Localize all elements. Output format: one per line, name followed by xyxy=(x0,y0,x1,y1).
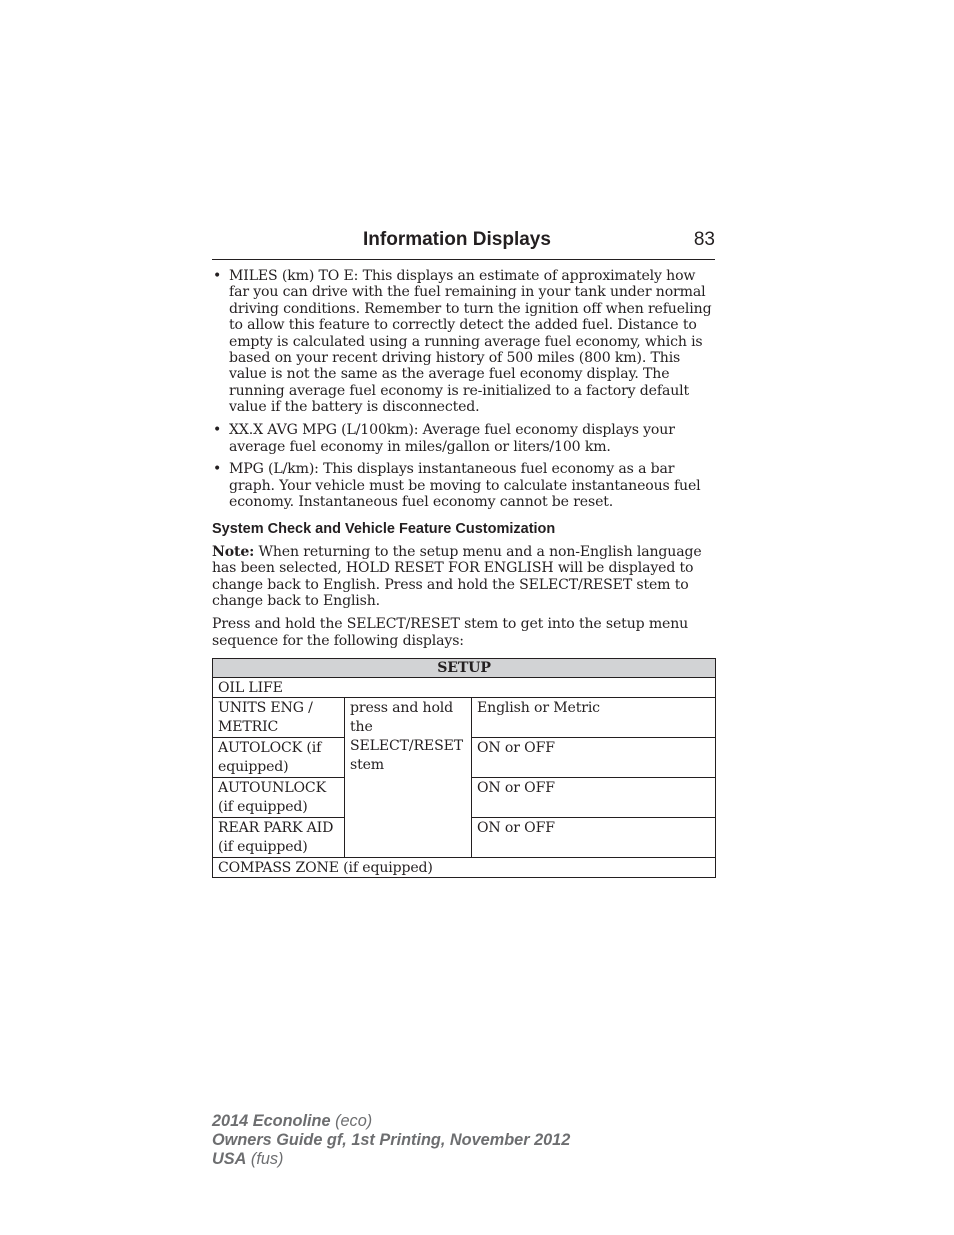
section-heading: System Check and Vehicle Feature Customization xyxy=(212,520,556,537)
list-item xyxy=(212,268,717,416)
table-header: SETUP xyxy=(213,659,716,678)
footer-model-code: (eco) xyxy=(330,1112,373,1130)
footer-line xyxy=(212,1150,570,1169)
note-paragraph xyxy=(212,544,717,610)
note-text: When returning to the setup menu and a non-English language has been selected, HOLD RESET FOR ENGLISH will be displayed to change back to English. Press and hold the SELECT/RESET stem to change back to English. xyxy=(212,543,702,609)
footer-line xyxy=(212,1112,570,1131)
page-content xyxy=(212,268,717,878)
bullet-icon: • xyxy=(213,422,222,439)
table-row xyxy=(213,858,716,878)
table-cell: REAR PARK AID (if equipped) xyxy=(213,818,345,858)
page-title: Information Displays xyxy=(363,229,551,250)
bullet-icon: • xyxy=(213,268,222,284)
table-cell: ON or OFF xyxy=(472,738,716,778)
intro-paragraph: Press and hold the SELECT/RESET stem to get into the setup menu sequence for the following displays: xyxy=(212,616,689,649)
table-cell: English or Metric xyxy=(472,698,716,738)
table-cell: ON or OFF xyxy=(472,778,716,818)
bullet-text: XX.X AVG MPG (L/100km): Average fuel economy displays your average fuel economy in miles/gallon or liters/100 km. xyxy=(229,422,675,455)
footer-region: USA xyxy=(212,1150,247,1169)
table-cell: OIL LIFE xyxy=(213,678,716,698)
bullet-icon: • xyxy=(213,461,222,478)
list-item xyxy=(212,422,717,455)
table-row xyxy=(213,678,716,698)
list-item xyxy=(212,461,717,510)
setup-table xyxy=(212,658,716,878)
footer-guide: Owners Guide gf, 1st Printing, November 2012 xyxy=(212,1131,571,1150)
table-cell: ON or OFF xyxy=(472,818,716,858)
table-cell-action: press and hold the SELECT/RESET stem xyxy=(345,698,472,858)
note-label: Note: xyxy=(212,543,255,560)
table-cell: COMPASS ZONE (if equipped) xyxy=(213,858,716,878)
page-number: 83 xyxy=(693,229,715,250)
footer-line xyxy=(212,1131,570,1150)
page-header xyxy=(212,229,715,260)
table-header-row xyxy=(213,659,716,678)
table-cell: AUTOLOCK (if equipped) xyxy=(213,738,345,778)
table-cell: UNITS ENG / METRIC xyxy=(213,698,345,738)
footer-model: 2014 Econoline xyxy=(212,1112,331,1130)
table-cell: AUTOUNLOCK (if equipped) xyxy=(213,778,345,818)
bullet-text: MILES (km) TO E: This displays an estimate of approximately how far you can drive with the fuel remaining in your tank under normal driving conditions. Remember to turn the ignition off when refueling to allow this feature to correctly detect the added fuel. Distance to empty is calculated using a running average fuel economy, which is based on your recent driving history of 500 miles (800 km). This value is not the same as the average fuel economy display. The running average fuel economy is re-initialized to a factory default value if the battery is disconnected. xyxy=(229,268,712,416)
bullet-list xyxy=(212,268,717,511)
page-footer xyxy=(212,1112,570,1170)
footer-region-code: (fus) xyxy=(246,1150,284,1169)
bullet-text: MPG (L/km): This displays instantaneous fuel economy as a bar graph. Your vehicle must be moving to calculate instantaneous fuel economy. Instantaneous fuel economy cannot be reset. xyxy=(229,461,701,511)
table-row xyxy=(213,698,716,738)
